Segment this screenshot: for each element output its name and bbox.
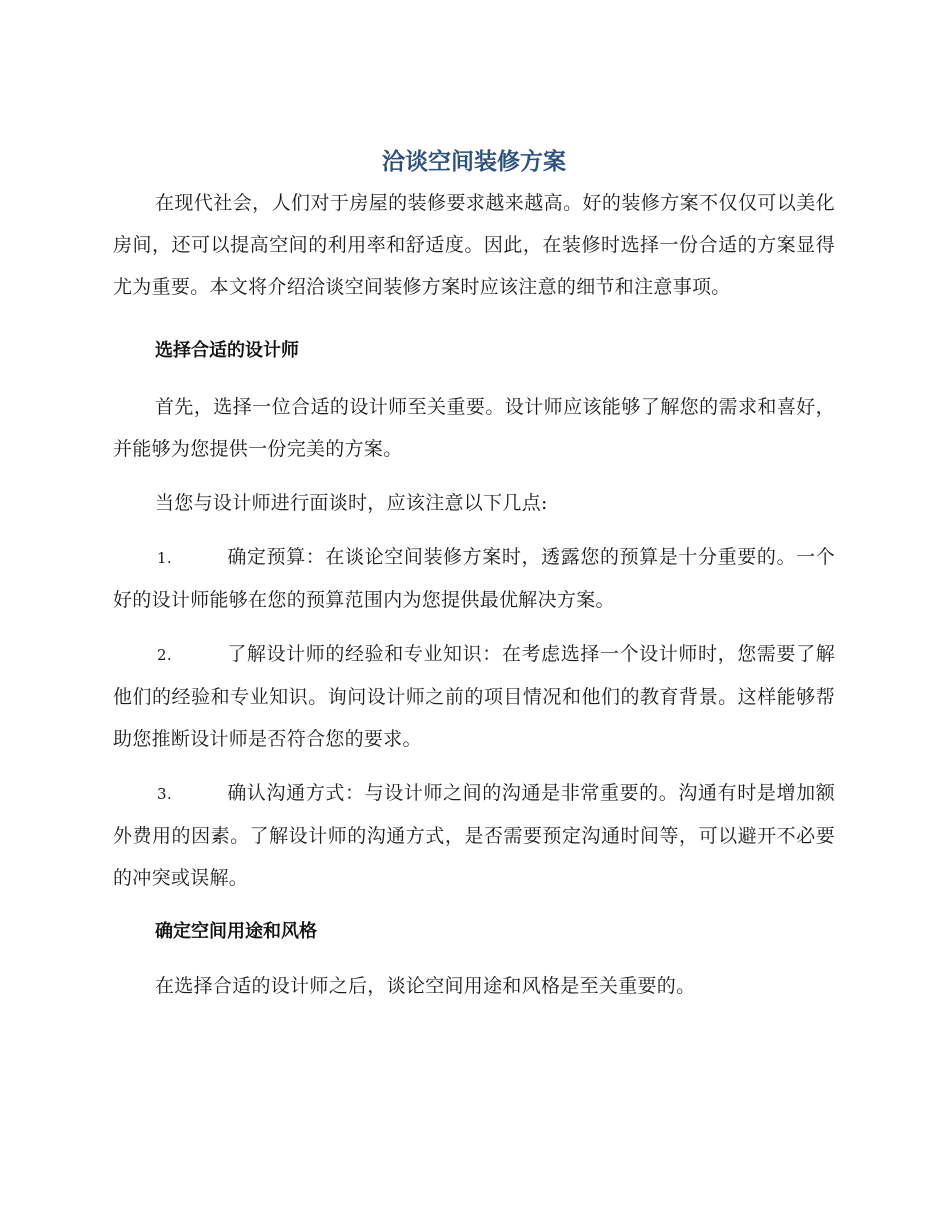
style-paragraph-1: 在选择合适的设计师之后，谈论空间用途和风格是至关重要的。	[155, 975, 696, 997]
list-item-text: 确定预算：在谈论空间装修方案时，透露您的预算是十分重要的。一个好的设计师能够在您的预算范围内为您提供最优解决方案。	[113, 546, 835, 611]
spacer	[113, 621, 835, 633]
intro-paragraph: 在现代社会，人们对于房屋的装修要求越来越高。好的装修方案不仅仅可以美化房间，还可以提高空间的利用率和舒适度。因此，在装修时选择一份合适的方案显得尤为重要。本文将介绍洽谈空间装修方案时应该注意的细节和注意事项。	[113, 192, 835, 298]
spacer	[113, 899, 835, 911]
designer-paragraph-2: 当您与设计师进行面谈时，应该注意以下几点:	[155, 492, 548, 514]
list-item-text: 确认沟通方式：与设计师之间的沟通是非常重要的。沟通有时是增加额外费用的因素。了解设计师的沟通方式，是否需要预定沟通时间等，可以避开不必要的冲突或误解。	[113, 782, 835, 889]
document-page	[113, 142, 835, 1007]
designer-paragraph-1: 首先，选择一位合适的设计师至关重要。设计师应该能够了解您的需求和喜好，并能够为您提供一份完美的方案。	[113, 396, 835, 460]
spacer	[113, 524, 835, 536]
spacer	[113, 953, 835, 965]
list-item-number: 2.	[157, 646, 172, 664]
list-item	[113, 536, 835, 621]
list-item	[113, 772, 835, 899]
list-item	[113, 633, 835, 760]
list-item-number: 1.	[157, 549, 172, 567]
spacer	[113, 470, 835, 482]
spacer	[113, 308, 835, 330]
spacer	[113, 760, 835, 772]
spacer	[113, 372, 835, 386]
document-title: 洽谈空间装修方案	[382, 149, 566, 175]
list-item-text: 了解设计师的经验和专业知识：在考虑选择一个设计师时，您需要了解他们的经验和专业知识。询问设计师之前的项目情况和他们的教育背景。这样能够帮助您推断设计师是否符合您的要求。	[113, 643, 835, 750]
section-heading-designer: 选择合适的设计师	[155, 340, 299, 361]
section-heading-style: 确定空间用途和风格	[155, 921, 317, 942]
list-item-number: 3.	[157, 785, 172, 803]
